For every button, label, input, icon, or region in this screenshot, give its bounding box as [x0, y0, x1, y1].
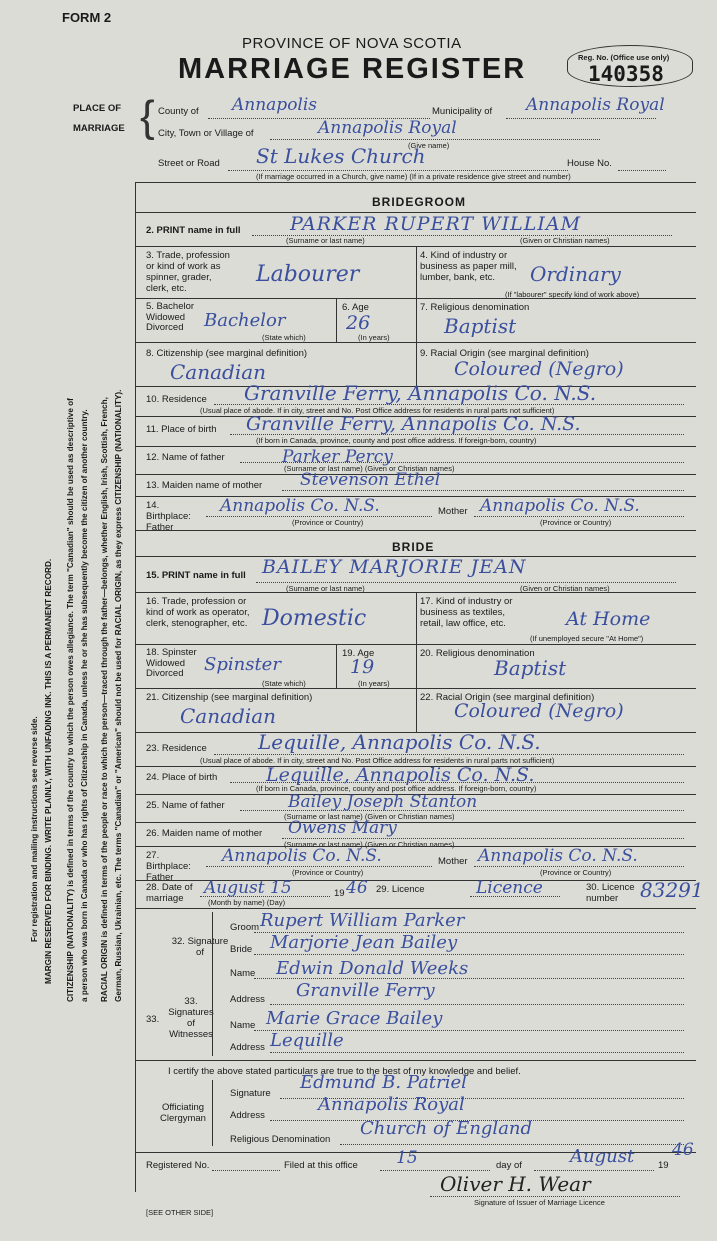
groom-status-note: (State which) [262, 333, 306, 342]
groom-racial-value: Coloured (Negro) [454, 358, 624, 380]
groom-religion-label: 7. Religious denomination [420, 302, 530, 313]
bridegroom-heading: BRIDEGROOM [372, 195, 466, 209]
municipality-value: Annapolis Royal [526, 95, 665, 115]
w2-address: Lequille [270, 1030, 344, 1051]
groom-age-label: 6. Age [342, 302, 369, 313]
bride-birthplace-father: Annapolis Co. N.S. [222, 846, 382, 866]
groom-citizenship-value: Canadian [170, 360, 267, 384]
bride-industry-value: At Home [566, 608, 651, 630]
groom-mother-value: Stevenson Ethel [300, 470, 441, 490]
filed-year: 46 [672, 1140, 694, 1160]
w1-name-label: Name [230, 968, 256, 979]
groom-name: PARKER RUPERT WILLIAM [290, 213, 582, 235]
groom-trade-value: Labourer [256, 262, 360, 287]
groom-age-note: (In years) [358, 333, 390, 342]
groom-signature: Rupert William Parker [260, 910, 465, 931]
clergy-signature: Edmund B. Patriel [300, 1072, 467, 1093]
groom-status-value: Bachelor [204, 310, 286, 331]
bride-residence-note: (Usual place of abode. If in city, street and No. Post Office address for residents in rural parts not sufficient) [200, 756, 555, 765]
clergy-address-label: Address [230, 1110, 265, 1121]
street-label: Street or Road [158, 158, 220, 169]
reg-number-box [567, 45, 693, 87]
clergy-address: Annapolis Royal [318, 1094, 465, 1115]
bride-industry-label: 17. Kind of industry or business as textiles, retail, law office, etc. [420, 596, 513, 629]
groom-residence-label: 10. Residence [146, 394, 207, 405]
bride-status-value: Spinster [204, 654, 281, 675]
bride-parent-note-2: (Surname or last name) (Given or Christian names) [284, 840, 455, 849]
certify-text: I certify the above stated particulars are true to the best of my knowledge and belief. [168, 1066, 521, 1077]
groom-surname-note: (Surname or last name) [286, 236, 365, 245]
bride-religion-label: 20. Religious denomination [420, 648, 535, 659]
groom-industry-value: Ordinary [530, 262, 621, 286]
bride-print-label: 15. PRINT name in full [146, 570, 246, 581]
licence-number-value: 83291 [640, 878, 704, 902]
bride-given-note: (Given or Christian names) [520, 584, 610, 593]
groom-trade-label: 3. Trade, profession or kind of work as spinner, grader, clerk, etc. [146, 250, 230, 294]
groom-residence-value: Granville Ferry, Annapolis Co. N.S. [244, 381, 597, 405]
w2-address-label: Address [230, 1042, 265, 1053]
bride-residence-value: Lequille, Annapolis Co. N.S. [258, 730, 541, 754]
bride-age-note: (In years) [358, 679, 390, 688]
side-note-3: CITIZENSHIP (NATIONALITY) is defined in terms of the country to which the person owes allegiance. The term "Canadian" should be used as descriptive of [66, 398, 75, 1002]
groom-birth-label: 11. Place of birth [146, 424, 217, 435]
bride-status-label: 18. Spinster Widowed Divorced [146, 647, 197, 679]
reg-label: Reg. No. (Office use only) [578, 53, 670, 62]
bride-birthplace-label: 27. Birthplace: Father [146, 850, 191, 883]
filed-label: Filed at this office [284, 1160, 358, 1171]
side-note-6: German, Russian, Ukrainian, etc. The terms "Canadian" or "American" should not be used for RACIAL ORIGIN, as they express CITIZENSHIP (NATIONALITY). [114, 389, 123, 1002]
province-heading: PROVINCE OF NOVA SCOTIA [242, 35, 462, 52]
bride-status-note: (State which) [262, 679, 306, 688]
bride-father-label: 25. Name of father [146, 800, 225, 811]
year-value: 46 [346, 878, 368, 898]
licence-value: Licence [476, 878, 543, 898]
groom-given-note: (Given or Christian names) [520, 236, 610, 245]
groom-birthplace-mother: Annapolis Co. N.S. [480, 496, 640, 516]
w1-name: Edwin Donald Weeks [276, 958, 469, 979]
groom-birth-value: Granville Ferry, Annapolis Co. N.S. [246, 413, 581, 435]
groom-birthplace-mother-label: Mother [438, 506, 468, 517]
city-value: Annapolis Royal [318, 118, 457, 138]
clergy-label: Officiating Clergyman [160, 1102, 206, 1124]
groom-racial-label: 9. Racial Origin (see marginal definition) [420, 348, 589, 359]
bride-age-value: 19 [350, 656, 375, 678]
groom-father-label: 12. Name of father [146, 452, 225, 463]
day-of-label: day of [496, 1160, 522, 1171]
filed-month: August [570, 1146, 635, 1167]
bride-mother-value: Owens Mary [288, 818, 397, 838]
groom-parent-note: (Surname or last name) (Given or Christian names) [284, 464, 455, 473]
bride-age-label: 19. Age [342, 648, 375, 659]
w2-name: Marie Grace Bailey [266, 1008, 443, 1029]
bride-industry-note: (If unemployed secure "At Home") [530, 634, 644, 643]
municipality-label: Municipality of [432, 106, 493, 117]
date-note: (Month by name) (Day) [208, 898, 286, 907]
groom-birthplace-label: 14. Birthplace: Father [146, 500, 191, 533]
bride-name: BAILEY MARJORIE JEAN [262, 556, 527, 578]
bride-prov-note-f: (Province or Country) [292, 868, 364, 877]
see-other-side: [SEE OTHER SIDE] [146, 1208, 214, 1217]
w1-address: Granville Ferry [296, 980, 435, 1001]
year-prefix: 19 [334, 888, 345, 899]
bride-trade-label: 16. Trade, profession or kind of work as operator, clerk, stenographer, etc. [146, 596, 250, 629]
clergy-signature-label: Signature [230, 1088, 271, 1099]
bride-religion-value: Baptist [494, 656, 567, 680]
bride-racial-label: 22. Racial Origin (see marginal definition) [420, 692, 595, 703]
bride-birth-label: 24. Place of birth [146, 772, 218, 783]
county-value: Annapolis [232, 95, 318, 115]
groom-sig-label: Groom [230, 922, 260, 933]
groom-prov-note-m: (Province or Country) [540, 518, 612, 527]
bride-mother-label: 26. Maiden name of mother [146, 828, 263, 839]
clergy-religion-label: Religious Denomination [230, 1134, 331, 1145]
bride-signature: Marjorie Jean Bailey [270, 932, 458, 953]
county-label: County of [158, 106, 199, 117]
bride-surname-note: (Surname or last name) [286, 584, 365, 593]
filed-day: 15 [396, 1148, 418, 1168]
groom-print-label: 2. PRINT name in full [146, 225, 241, 236]
reg-number: 140358 [588, 62, 664, 86]
bride-birthplace-mother: Annapolis Co. N.S. [478, 846, 638, 866]
licence-number-label: 30. Licence number [586, 882, 635, 904]
bride-racial-value: Coloured (Negro) [454, 700, 624, 722]
bride-trade-value: Domestic [262, 606, 367, 631]
bride-father-value: Bailey Joseph Stanton [288, 792, 478, 812]
bride-residence-label: 23. Residence [146, 743, 207, 754]
footer-year-prefix: 19 [658, 1160, 669, 1171]
bride-sig-label: Bride [230, 944, 253, 955]
bride-citizenship-value: Canadian [180, 704, 277, 728]
bride-citizenship-label: 21. Citizenship (see marginal definition) [146, 692, 313, 703]
date-value: August 15 [204, 878, 292, 898]
groom-industry-label: 4. Kind of industry or business as paper mill, lumber, bank, etc. [420, 250, 517, 283]
place-label-1: PLACE OF [73, 103, 122, 114]
groom-birth-note: (If born in Canada, province, county and post office address. If foreign-born, country) [256, 436, 537, 445]
licence-label: 29. Licence [376, 884, 425, 895]
bride-birth-value: Lequille, Annapolis Co. N.S. [266, 764, 535, 786]
groom-father-value: Parker Percy [282, 447, 393, 467]
page-title: MARRIAGE REGISTER [178, 53, 527, 85]
house-label: House No. [567, 158, 612, 169]
side-note-4: a person who was born in Canada or who has rights of Citizenship in Canada, unless he or she has subsequently become the citizen of another country. [80, 409, 89, 1002]
bride-birthplace-mother-label: Mother [438, 856, 468, 867]
street-value: St Lukes Church [256, 144, 426, 168]
groom-mother-label: 13. Maiden name of mother [146, 480, 263, 491]
side-note-2: MARGIN RESERVED FOR BINDING. WRITE PLAINLY, WITH UNFADING INK. THIS IS A PERMANENT RECORD. [44, 558, 53, 984]
groom-age-value: 26 [346, 312, 371, 334]
date-label: 28. Date of marriage [146, 882, 193, 904]
groom-birthplace-father: Annapolis Co. N.S. [220, 496, 380, 516]
issuer-label: Signature of Issuer of Marriage Licence [474, 1198, 605, 1207]
bride-heading: BRIDE [392, 540, 435, 554]
place-brace: { [140, 92, 155, 141]
signature-label: 32. Signature of [171, 936, 229, 958]
groom-industry-note: (If "labourer" specify kind of work above) [505, 290, 640, 299]
issuer-signature: Oliver H. Wear [440, 1172, 591, 1196]
street-note: (If marriage occurred in a Church, give name) (If in a private residence give street and number) [256, 172, 571, 181]
groom-residence-note: (Usual place of abode. If in city, street and No. Post Office address for residents in rural parts not sufficient) [200, 406, 555, 415]
witness-number: 33. [146, 1014, 160, 1025]
registered-label: Registered No. [146, 1160, 210, 1171]
w2-name-label: Name [230, 1020, 256, 1031]
bride-birth-note: (If born in Canada, province, county and post office address. If foreign-born, country) [256, 784, 537, 793]
groom-citizenship-label: 8. Citizenship (see marginal definition) [146, 348, 308, 359]
witness-label: 33. Signatures of Witnesses [168, 996, 214, 1040]
bride-prov-note-m: (Province or Country) [540, 868, 612, 877]
groom-status-label: 5. Bachelor Widowed Divorced [146, 301, 195, 333]
groom-prov-note-f: (Province or Country) [292, 518, 364, 527]
bride-parent-note: (Surname or last name) (Given or Christian names) [284, 812, 455, 821]
clergy-religion: Church of England [360, 1118, 533, 1139]
groom-religion-value: Baptist [444, 314, 517, 338]
give-name-note: (Give name) [408, 141, 450, 150]
city-label: City, Town or Village of [158, 128, 254, 139]
side-note-5: RACIAL ORIGIN is defined in terms of the people or race to which the person—traced through the father—belongs, whether English, Irish, Scottish, French, [100, 397, 109, 1002]
form-number: FORM 2 [62, 10, 112, 25]
place-label-2: MARRIAGE [73, 123, 125, 134]
w1-address-label: Address [230, 994, 265, 1005]
side-note-1: For registration and mailing instructions see reverse side. [30, 716, 39, 942]
